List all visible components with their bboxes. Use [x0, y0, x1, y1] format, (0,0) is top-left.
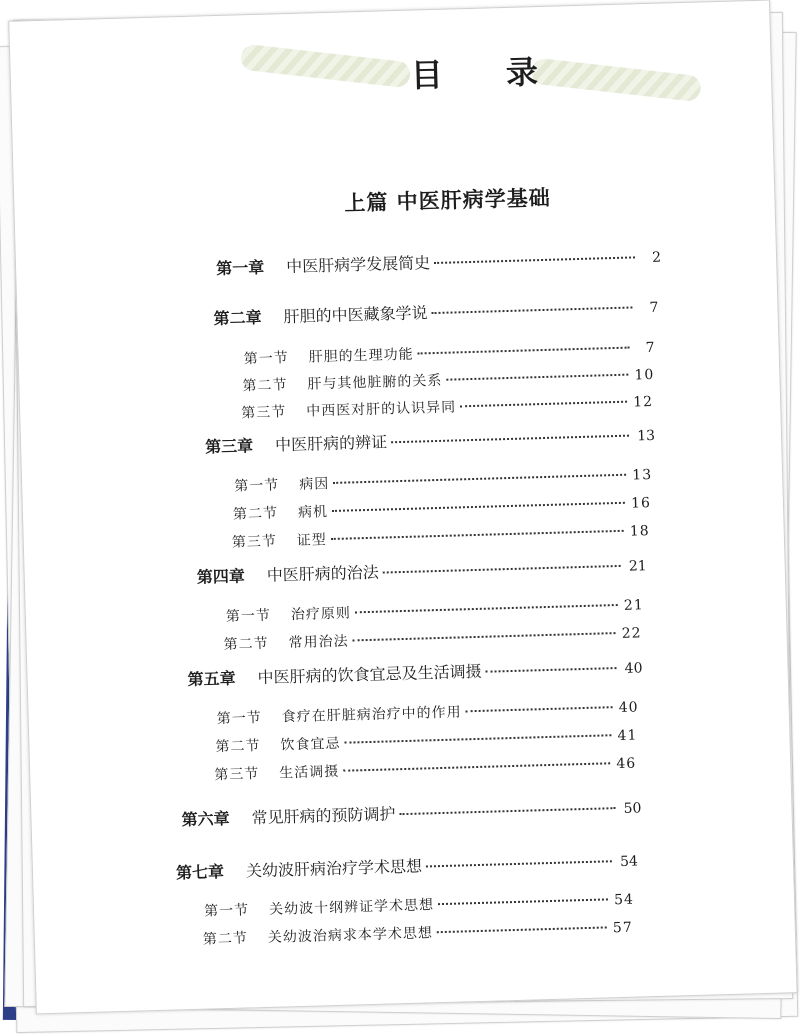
- entry-page: 46: [616, 755, 637, 773]
- toc-entry-section[interactable]: [204, 889, 634, 921]
- toc-entry-chapter-4[interactable]: [196, 552, 646, 588]
- entry-page: 21: [628, 558, 647, 575]
- toc-entry-chapter-1[interactable]: [216, 244, 661, 279]
- toc-entry-chapter-3[interactable]: [205, 422, 655, 458]
- entry-label: 第一章: [215, 257, 265, 279]
- toc-entry-chapter-2[interactable]: [213, 294, 658, 329]
- entry-label: 第二节: [202, 930, 249, 948]
- toc-entry-section[interactable]: [243, 337, 655, 368]
- leader-dots: [391, 435, 629, 444]
- leader-dots: [434, 256, 635, 264]
- leader-dots: [355, 604, 618, 613]
- entry-label: 第一节: [216, 710, 262, 728]
- entry-page: 13: [632, 467, 653, 484]
- entry-title: 肝胆的生理功能: [308, 346, 414, 366]
- entry-title: 常用治法: [288, 633, 349, 652]
- toc-entry-chapter-6[interactable]: [181, 794, 641, 830]
- entry-label: 第二章: [213, 307, 262, 329]
- leader-dots: [432, 306, 633, 314]
- entry-page: 21: [623, 597, 644, 614]
- entry-title: 中医肝病的饮食宜忌及生活调摄: [257, 661, 482, 688]
- leader-dots: [426, 860, 612, 867]
- entry-page: 57: [612, 919, 633, 937]
- leader-dots: [446, 374, 628, 381]
- entry-title: 生活调摄: [279, 763, 340, 782]
- leader-dots: [399, 807, 615, 815]
- toc-entry-section[interactable]: [214, 753, 636, 785]
- entry-title: 中医肝病的治法: [266, 562, 380, 585]
- leader-dots: [343, 762, 610, 771]
- entry-label: 第三节: [241, 404, 287, 422]
- leader-dots: [333, 474, 626, 484]
- part-title: 上篇 中医肝病学基础: [344, 184, 551, 216]
- entry-title: 中医肝病的辨证: [274, 432, 388, 455]
- entry-page: 22: [621, 625, 642, 642]
- entry-title: 证型: [296, 532, 328, 549]
- entry-label: 第一节: [243, 350, 289, 368]
- title-decoration-left: [240, 44, 412, 89]
- leader-dots: [437, 926, 607, 933]
- leader-dots: [486, 667, 617, 673]
- toc-entry-section[interactable]: [223, 622, 641, 654]
- entry-label: 第二节: [242, 377, 288, 395]
- toc-page: [8, 0, 797, 1014]
- toc-title: 目 录: [410, 52, 565, 95]
- entry-title: 关幼波十纲辨证学术思想: [268, 897, 435, 918]
- leader-dots: [383, 565, 621, 574]
- leader-dots: [344, 734, 611, 743]
- entry-label: 第二节: [223, 635, 269, 654]
- entry-page: 40: [618, 699, 639, 717]
- toc-entry-section[interactable]: [232, 520, 650, 552]
- toc-entry-section[interactable]: [234, 464, 652, 496]
- entry-title: 病因: [299, 476, 330, 493]
- entry-title: 治疗原则: [290, 605, 352, 624]
- leader-dots: [466, 706, 613, 712]
- toc-entry-chapter-5[interactable]: [187, 654, 642, 690]
- entry-title: 中医肝病学发展简史: [285, 253, 431, 277]
- entry-title: 病机: [297, 504, 329, 521]
- leader-dots: [460, 401, 627, 408]
- toc-entry-section[interactable]: [242, 364, 654, 395]
- entry-label: 第二节: [232, 505, 279, 523]
- entry-label: 第七章: [175, 862, 225, 883]
- entry-label: 第六章: [181, 808, 230, 830]
- entry-title: 关幼波肝病治疗学术思想: [245, 856, 423, 881]
- toc-entry-section[interactable]: [241, 391, 653, 422]
- toc-entry-section[interactable]: [226, 594, 644, 626]
- entry-title: 常见肝病的预防调护: [251, 804, 396, 828]
- entry-page: 7: [645, 339, 656, 357]
- entry-label: 第一节: [203, 902, 250, 920]
- entry-title: 饮食宜忌: [280, 735, 341, 754]
- entry-label: 第三章: [204, 436, 254, 457]
- entry-title: 关幼波治病求本学术思想: [267, 925, 434, 946]
- entry-title: 中西医对肝的认识异同: [305, 399, 457, 420]
- entry-title: 食疗在肝脏病治疗中的作用: [281, 704, 462, 726]
- leader-dots: [418, 347, 630, 355]
- entry-page: 12: [633, 393, 654, 411]
- entry-page: 2: [651, 249, 662, 266]
- entry-label: 第一节: [234, 477, 280, 495]
- leader-dots: [332, 502, 625, 512]
- entry-label: 第三节: [214, 766, 260, 784]
- toc-entry-section[interactable]: [216, 696, 638, 728]
- entry-page: 18: [629, 523, 650, 540]
- entry-label: 第五章: [187, 668, 236, 690]
- entry-page: 13: [636, 427, 656, 445]
- entry-title: 肝胆的中医藏象学说: [283, 303, 428, 327]
- entry-page: 40: [624, 660, 643, 677]
- leader-dots: [353, 632, 616, 641]
- entry-label: 第一节: [225, 607, 272, 625]
- entry-page: 10: [634, 366, 655, 384]
- entry-page: 54: [613, 891, 635, 909]
- entry-label: 第二节: [215, 738, 261, 756]
- entry-title: 肝与其他脏腑的关系: [307, 372, 443, 393]
- entry-page: 41: [617, 727, 638, 745]
- toc-entry-section[interactable]: [233, 492, 651, 524]
- entry-page: 50: [623, 800, 642, 817]
- entry-page: 54: [619, 853, 639, 871]
- entry-page: 7: [649, 299, 659, 317]
- toc-entry-section[interactable]: [203, 917, 633, 949]
- toc-entry-section[interactable]: [215, 725, 637, 757]
- entry-label: 第四章: [196, 566, 246, 587]
- entry-page: 16: [630, 495, 652, 512]
- entry-label: 第三节: [231, 533, 278, 551]
- leader-dots: [438, 898, 608, 905]
- leader-dots: [331, 530, 624, 540]
- toc-entry-chapter-7[interactable]: [176, 848, 638, 884]
